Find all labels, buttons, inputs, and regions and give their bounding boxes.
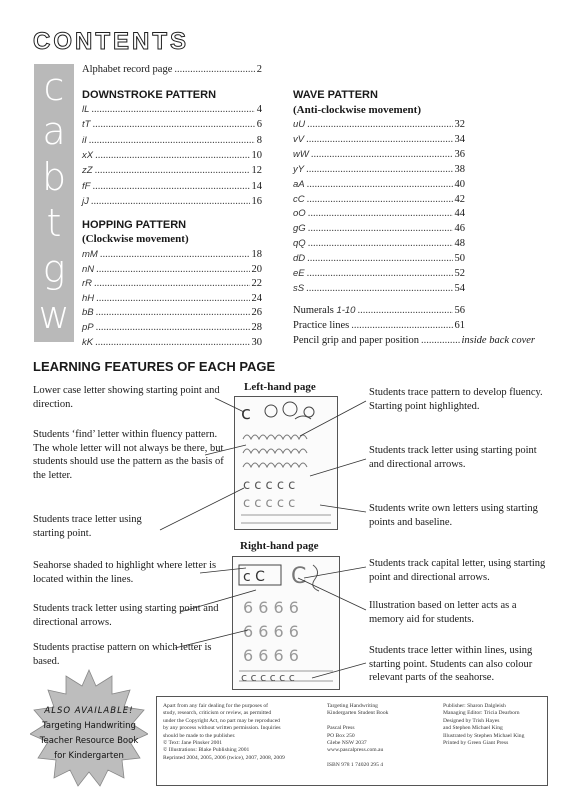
imprint-line: Pascal Press — [327, 725, 355, 732]
toc-letter-label: sS — [293, 282, 305, 294]
callout-left: Students trace letter using starting point. — [33, 514, 142, 539]
strip-letter: w — [38, 293, 70, 337]
imprint-line — [327, 718, 427, 725]
toc-page: 40 — [454, 178, 465, 190]
imprint-line: by any process without written permission. Inquiries — [163, 725, 281, 732]
strip-letter: a — [42, 109, 66, 153]
toc-row[interactable] — [82, 264, 262, 277]
imprint-line — [327, 755, 427, 762]
toc-letter-label: eE — [293, 268, 305, 279]
also-available-text — [34, 704, 144, 764]
toc-letter-label: iI — [82, 134, 87, 146]
callout-left: Students practise pattern on which letter is based. — [33, 642, 212, 667]
svg-text:c C: c C — [243, 569, 265, 585]
toc-row[interactable] — [293, 268, 465, 281]
toc-row[interactable] — [293, 119, 465, 132]
imprint-line: study, research, criticism or review, as permitted — [163, 710, 272, 717]
svg-text:c c c c c: c c c c c — [243, 478, 296, 493]
callout-left: Students ‘find’ letter within fluency pattern. The whole letter will not always be there, but students should use the pattern as the basis of the letter. — [33, 429, 224, 481]
toc-letter-label: mM — [82, 249, 98, 260]
toc-letter-label: yY — [293, 163, 305, 175]
toc-page: 52 — [454, 268, 465, 279]
section-subheading: (Anti-clockwise movement) — [293, 104, 421, 116]
toc-letter-label: wW — [293, 148, 309, 160]
left-hand-label: Left-hand page — [244, 381, 316, 393]
toc-letter-label: rR — [82, 278, 93, 290]
toc-letter-label: nN — [82, 263, 95, 275]
imprint-line: Kindergarten Student Book — [327, 710, 389, 717]
imprint-line: Illustrated by Stephen Michael King — [443, 732, 525, 739]
toc-page: 32 — [454, 119, 465, 130]
section-heading: DOWNSTROKE PATTERN — [82, 89, 217, 101]
toc-row[interactable] — [82, 196, 262, 209]
toc-letter-label: fF — [82, 180, 91, 192]
imprint-line: PO Box 250 — [327, 732, 355, 739]
toc-row[interactable] — [293, 149, 465, 162]
toc-row[interactable] — [82, 181, 262, 194]
toc-row[interactable] — [293, 194, 465, 207]
toc-page: 50 — [454, 253, 465, 265]
toc-page: 8 — [256, 134, 262, 146]
toc-page: 14 — [251, 180, 262, 192]
toc-letter-label: oO — [293, 208, 306, 220]
toc-letter-label: dD — [293, 253, 306, 265]
toc-label-script: 1-10 — [336, 305, 356, 316]
toc-letter-label: kK — [82, 336, 94, 348]
imprint-line: Targeting Handwriting — [327, 703, 378, 709]
callout-right: Students track capital letter, using starting point and directional arrows. — [369, 558, 546, 583]
toc-label: Pencil grip and paper position — [293, 335, 419, 346]
toc-page: 42 — [454, 193, 465, 205]
imprint-line: Glebe NSW 2037 — [327, 740, 367, 747]
strip-letter: c — [43, 65, 65, 109]
also-available-line: Targeting Handwriting — [42, 721, 136, 731]
toc-page: 24 — [251, 292, 262, 304]
toc-page: 56 — [454, 305, 465, 316]
svg-text:6 6 6 6: 6 6 6 6 — [243, 622, 299, 641]
section-heading: HOPPING PATTERN — [82, 219, 187, 231]
toc-page: 34 — [454, 133, 465, 145]
callout-left: Lower case letter showing starting point and direction. — [33, 385, 220, 410]
toc-letter-label: zZ — [82, 165, 93, 177]
toc-row[interactable] — [293, 164, 465, 177]
imprint-box — [156, 696, 548, 786]
toc-row[interactable] — [82, 150, 262, 163]
imprint-line: Printed by Green Giant Press — [443, 740, 509, 747]
toc-page: 61 — [454, 320, 465, 331]
toc-page: 12 — [251, 165, 262, 177]
imprint-line: Designed by Trish Hayes — [443, 717, 500, 724]
toc-letter-label: tT — [82, 119, 91, 131]
imprint-line: Publisher: Sharon Dalgleish — [443, 703, 506, 709]
toc-row[interactable] — [82, 337, 262, 350]
toc-label: Practice lines — [293, 320, 350, 331]
imprint-line: www.pascalpress.com.au — [327, 747, 384, 754]
toc-letter-label: qQ — [293, 238, 306, 250]
toc-row[interactable] — [82, 278, 262, 291]
toc-row[interactable] — [82, 165, 262, 178]
svg-text:C: C — [291, 564, 307, 589]
toc-letter-label: pP — [82, 322, 94, 333]
toc-letter-label: xX — [82, 149, 94, 161]
toc-letter-label: cC — [293, 193, 305, 205]
callout-right: Students write own letters using starting points and baseline. — [369, 503, 538, 528]
toc-row[interactable] — [293, 253, 465, 266]
callout-left: Seahorse shaded to highlight where letter is located within the lines. — [33, 560, 217, 585]
toc-row[interactable] — [293, 283, 465, 296]
toc-page: 10 — [251, 149, 262, 161]
also-available-line: Teacher Resource Book — [39, 736, 139, 746]
toc-row[interactable] — [82, 307, 262, 320]
toc-label: Numerals — [293, 305, 334, 316]
strip-letter: b — [41, 155, 67, 199]
strip-letter: t — [46, 201, 62, 245]
toc-page: 18 — [251, 249, 262, 260]
imprint-col-copyright — [163, 703, 313, 762]
callout-right: Illustration based on letter acts as a memory aid for students. — [369, 600, 517, 625]
features-heading: LEARNING FEATURES OF EACH PAGE — [33, 359, 276, 374]
imprint-line: Reprinted 2004, 2005, 2006 (twice), 2007, 2008, 2009 — [163, 754, 285, 761]
imprint-line: and Stephen Michael King — [443, 725, 503, 732]
toc-row[interactable] — [82, 293, 262, 306]
imprint-line: ISBN 978 1 74020 295 4 — [327, 762, 384, 769]
toc-row[interactable] — [293, 223, 465, 236]
imprint-col-credits — [443, 703, 543, 747]
imprint-line: under the Copyright Act, no part may be reproduced — [163, 717, 280, 724]
toc-letter-label: lL — [82, 104, 90, 115]
toc-page: 46 — [454, 223, 465, 235]
toc-letter-label: gG — [293, 223, 306, 235]
toc-letter-label: vV — [293, 133, 305, 145]
toc-letter-label: uU — [293, 119, 306, 130]
svg-text:c: c — [241, 403, 251, 424]
imprint-line: © Illustrations: Blake Publishing 2001 — [163, 747, 250, 754]
toc-row[interactable] — [82, 119, 262, 132]
right-hand-label: Right-hand page — [240, 540, 319, 552]
toc-row[interactable] — [293, 238, 465, 251]
section-subheading: (Clockwise movement) — [82, 233, 189, 245]
toc-row[interactable] — [82, 135, 262, 148]
section-heading: WAVE PATTERN — [293, 89, 378, 101]
toc-page: inside back cover — [461, 335, 535, 346]
toc-page: 2 — [256, 64, 262, 75]
toc-page: 30 — [251, 336, 262, 348]
toc-row[interactable] — [293, 179, 465, 192]
imprint-col-publisher — [327, 703, 427, 770]
toc-page: 36 — [454, 148, 465, 160]
imprint-line: Apart from any fair dealing for the purposes of — [163, 703, 269, 709]
toc-letter-label: hH — [82, 292, 95, 304]
svg-text:c c c c c c: c c c c c c — [241, 671, 295, 684]
toc-row[interactable] — [82, 249, 262, 262]
imprint-line: Managing Editor: Tricia Dearborn — [443, 710, 520, 717]
toc-row[interactable] — [293, 134, 465, 147]
toc-letter-label: jJ — [82, 195, 89, 207]
svg-text:c c c c c: c c c c c — [243, 496, 296, 511]
callout-right: Students trace letter within lines, using starting point. Students can also colour relevant parts of the seahorse. — [369, 645, 533, 683]
callout-left: Students track letter using starting point and directional arrows. — [33, 603, 219, 628]
toc-row[interactable] — [293, 208, 465, 221]
toc-label: Alphabet record page — [82, 64, 173, 75]
toc-row[interactable] — [82, 104, 262, 117]
page-title: CONTENTS — [33, 28, 189, 55]
toc-page: 6 — [256, 119, 262, 131]
also-available-line: for Kindergarten — [54, 751, 124, 761]
toc-page: 54 — [454, 282, 465, 294]
toc-page: 22 — [251, 278, 262, 290]
toc-page: 26 — [251, 307, 262, 319]
toc-letter-label: aA — [293, 178, 305, 190]
toc-page: 48 — [454, 238, 465, 250]
toc-letter-label: bB — [82, 307, 94, 319]
toc-page: 38 — [454, 163, 465, 175]
callout-right: Students track letter using starting point and directional arrows. — [369, 445, 537, 470]
callout-right: Students trace pattern to develop fluency. Starting point highlighted. — [369, 387, 543, 412]
imprint-line: © Text: Jane Pinsker 2001 — [163, 740, 223, 747]
also-available-heading: ALSO AVAILABLE! — [44, 706, 134, 716]
toc-page: 4 — [256, 104, 262, 115]
toc-page: 16 — [251, 195, 262, 207]
toc-page: 20 — [251, 263, 262, 275]
toc-page: 28 — [251, 322, 262, 333]
svg-text:6 6 6 6: 6 6 6 6 — [243, 598, 299, 617]
strip-letter: g — [42, 247, 66, 291]
toc-page: 44 — [454, 208, 465, 220]
toc-row[interactable] — [82, 322, 262, 335]
svg-text:6 6 6 6: 6 6 6 6 — [243, 646, 299, 665]
imprint-line: should be made to the publisher. — [163, 732, 236, 739]
